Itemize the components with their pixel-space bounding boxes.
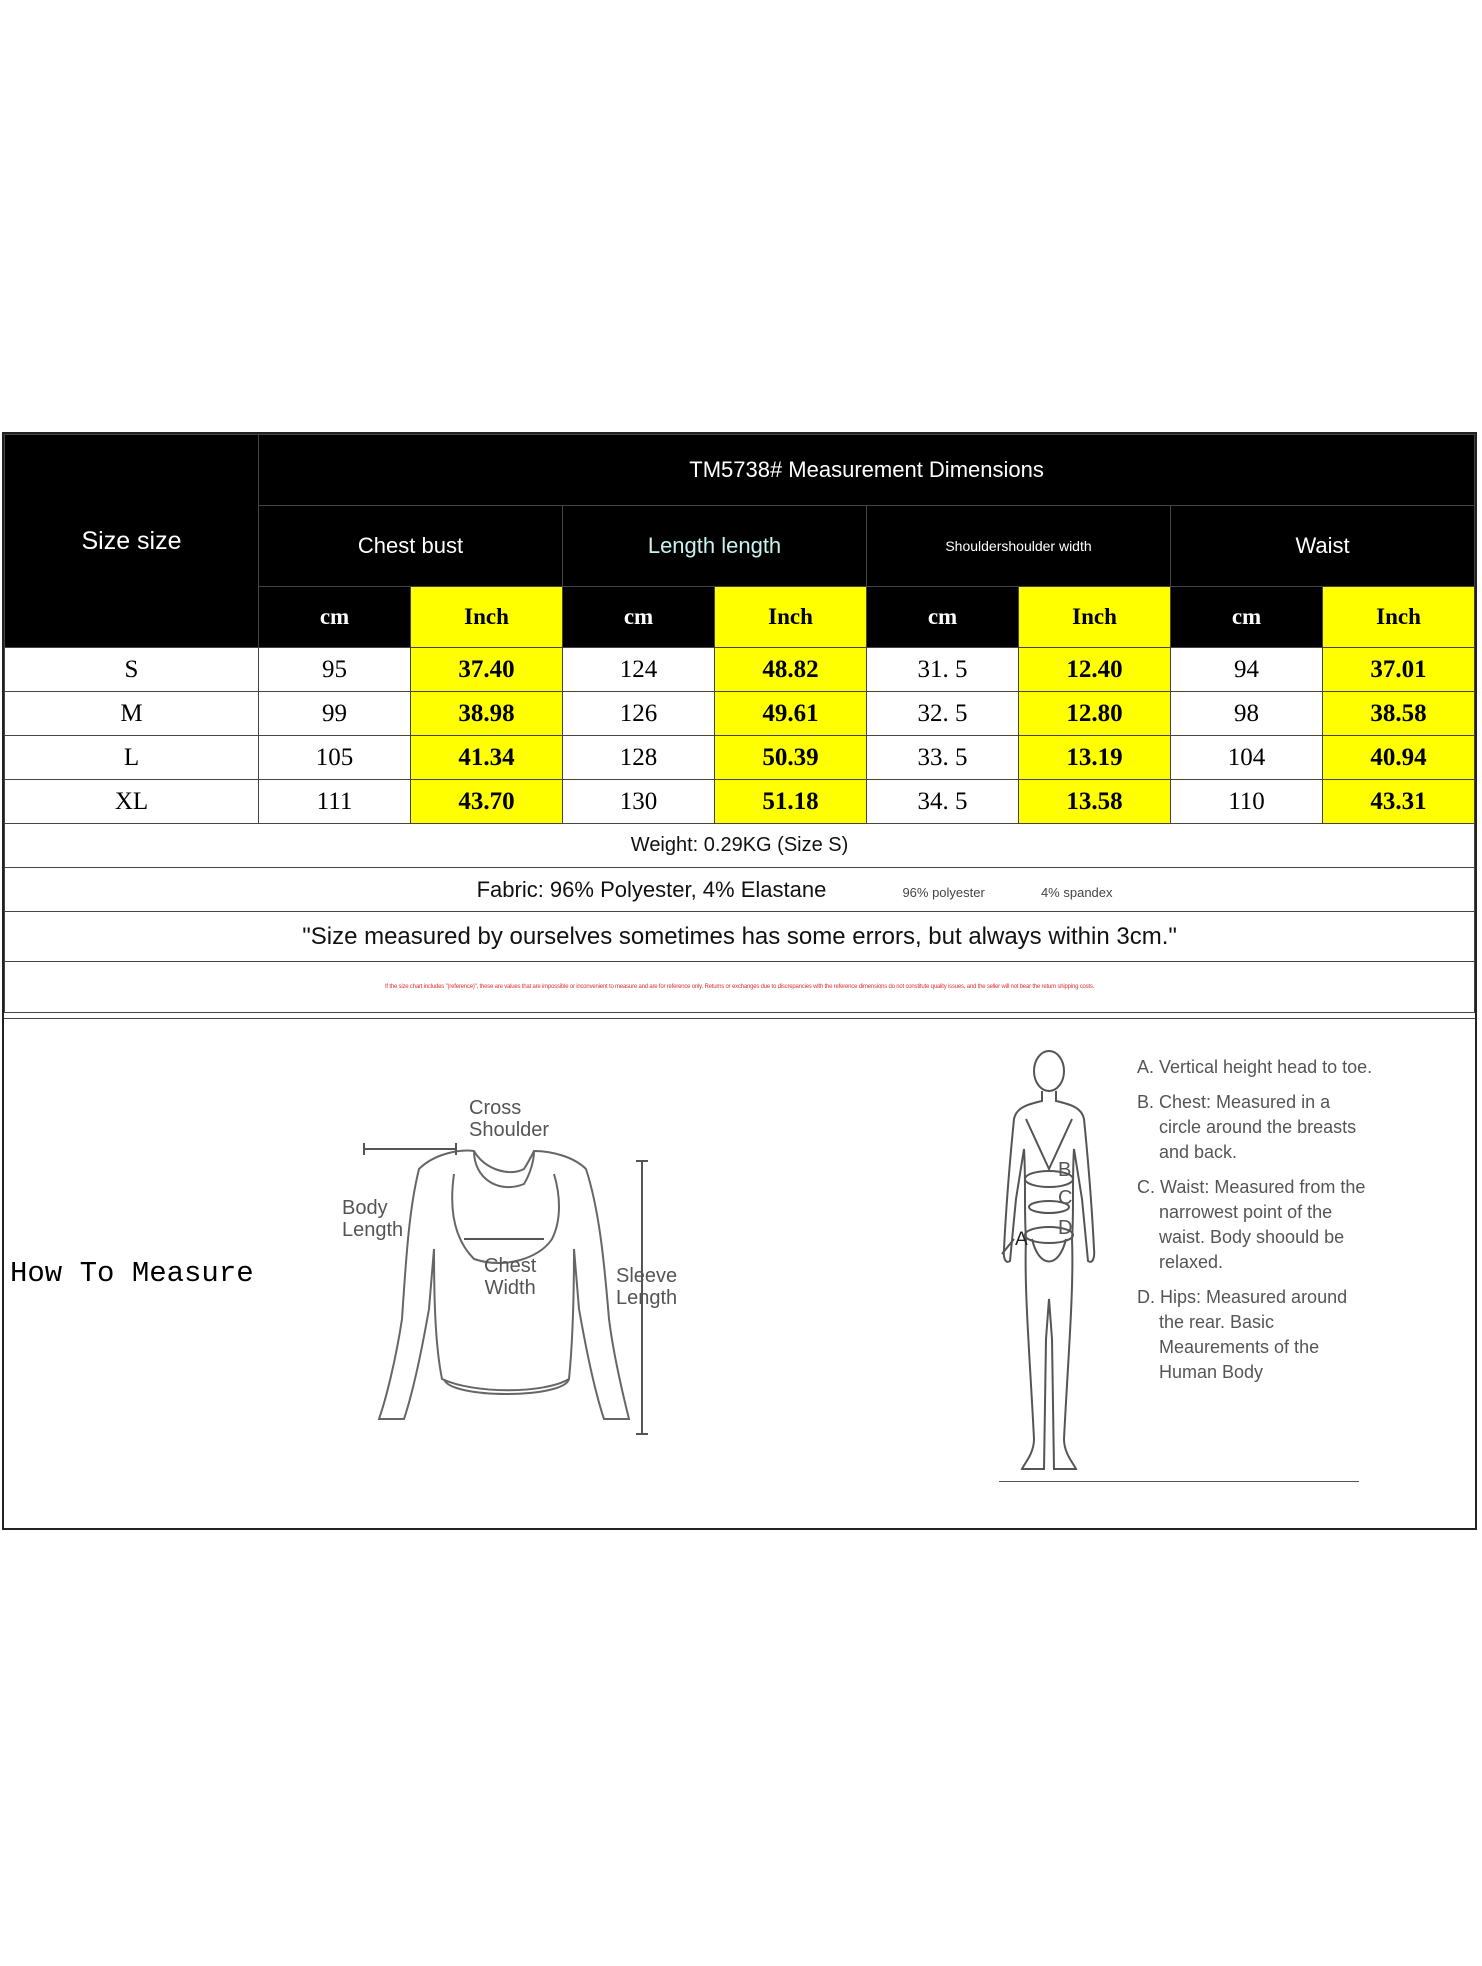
fabric-tag-spandex: 4% spandex (1040, 884, 1113, 900)
waist-cm-cell: 110 (1171, 780, 1323, 824)
cross-shoulder-label: Cross (469, 1097, 522, 1119)
sleeve-length-label: Sleeve (616, 1265, 678, 1287)
legend-item-hips: D. Hips: Measured around the rear. Basic Meaurements of the Human Body (1137, 1287, 1348, 1382)
length-inch-cell: 48.82 (715, 648, 867, 692)
chest-inch-cell: 37.40 (411, 648, 563, 692)
figure-label-d: D (1058, 1217, 1073, 1239)
weight-text: Weight: 0.29KG (Size S) (5, 824, 1475, 868)
chest-inch-cell: 38.98 (411, 692, 563, 736)
shoulder-inch-cell: 13.58 (1019, 780, 1171, 824)
legend-item-waist: C. Waist: Measured from the narrowest point of the waist. Body shoould be relaxed. (1137, 1177, 1366, 1272)
waist-cm-cell: 104 (1171, 736, 1323, 780)
how-to-measure-section (4, 1018, 1475, 1529)
waist-inch-cell: 40.94 (1323, 736, 1475, 780)
how-to-measure-title: How To Measure (10, 1257, 254, 1290)
table-row (5, 692, 1475, 736)
chest-width-label: Width (484, 1277, 536, 1299)
shoulder-cm-cell: 31. 5 (867, 648, 1019, 692)
length-inch-cell: 51.18 (715, 780, 867, 824)
unit-cm: cm (563, 587, 715, 648)
fabric-tag-polyester: 96% polyester (902, 884, 985, 900)
unit-inch: Inch (1019, 587, 1171, 648)
size-header: Size size (5, 435, 259, 648)
chest-width-label: Chest (484, 1255, 537, 1277)
length-cm-cell: 126 (563, 692, 715, 736)
legend-item-height: A. Vertical height head to toe. (1137, 1057, 1373, 1077)
waist-inch-cell: 43.31 (1323, 780, 1475, 824)
unit-inch: Inch (1323, 587, 1475, 648)
body-measure-figure (994, 1039, 1104, 1489)
figure-label-c: C (1058, 1187, 1073, 1209)
unit-inch: Inch (715, 587, 867, 648)
size-cell: L (5, 736, 259, 780)
shoulder-cm-cell: 34. 5 (867, 780, 1019, 824)
human-figure-icon (1002, 1051, 1094, 1469)
group-header-shoulder: Shouldershoulder width (867, 506, 1171, 587)
chest-cm-cell: 111 (259, 780, 411, 824)
fabric-text: Fabric: 96% Polyester, 4% Elastane (476, 876, 827, 902)
chest-cm-cell: 105 (259, 736, 411, 780)
waist-inch-cell: 37.01 (1323, 648, 1475, 692)
shoulder-inch-cell: 12.40 (1019, 648, 1171, 692)
table-title: TM5738# Measurement Dimensions (259, 435, 1475, 506)
table-row (5, 780, 1475, 824)
waist-cm-cell: 98 (1171, 692, 1323, 736)
length-cm-cell: 128 (563, 736, 715, 780)
disclaimer-text: If the size chart includes "(reference)", these are values that are impossible or inconvenient to measure and are for reference only. Returns or exchanges due to discrepancies with the reference dimensions do not constitute quality issues, and the seller will not bear the return shipping costs. (5, 962, 1475, 1013)
legend-underline (999, 1481, 1359, 1482)
length-inch-cell: 50.39 (715, 736, 867, 780)
unit-cm: cm (867, 587, 1019, 648)
chest-cm-cell: 99 (259, 692, 411, 736)
length-cm-cell: 130 (563, 780, 715, 824)
size-cell: S (5, 648, 259, 692)
shoulder-cm-cell: 33. 5 (867, 736, 1019, 780)
cross-shoulder-arrow-icon (364, 1143, 456, 1155)
table-row (5, 736, 1475, 780)
chest-inch-cell: 43.70 (411, 780, 563, 824)
chest-inch-cell: 41.34 (411, 736, 563, 780)
body-length-label: Length (342, 1219, 404, 1241)
legend-item-chest: B. Chest: Measured in a circle around the breasts and back. (1137, 1092, 1357, 1162)
size-cell: XL (5, 780, 259, 824)
group-header-length: Length length (563, 506, 867, 587)
measure-legend (1137, 1055, 1377, 1395)
unit-cm: cm (259, 587, 411, 648)
chest-cm-cell: 95 (259, 648, 411, 692)
waist-inch-cell: 38.58 (1323, 692, 1475, 736)
unit-cm: cm (1171, 587, 1323, 648)
size-table (4, 434, 1475, 1013)
shoulder-cm-cell: 32. 5 (867, 692, 1019, 736)
length-inch-cell: 49.61 (715, 692, 867, 736)
size-chart (2, 432, 1477, 1530)
unit-inch: Inch (411, 587, 563, 648)
group-header-chest: Chest bust (259, 506, 563, 587)
figure-label-a: A (1015, 1229, 1028, 1250)
measurement-note: "Size measured by ourselves sometimes has some errors, but always within 3cm." (5, 912, 1475, 962)
shoulder-inch-cell: 13.19 (1019, 736, 1171, 780)
table-row (5, 648, 1475, 692)
group-header-waist: Waist (1171, 506, 1475, 587)
length-cm-cell: 124 (563, 648, 715, 692)
sleeve-length-label: Length (616, 1287, 678, 1309)
fabric-row (5, 868, 1475, 912)
waist-cm-cell: 94 (1171, 648, 1323, 692)
figure-label-b: B (1058, 1159, 1072, 1181)
size-cell: M (5, 692, 259, 736)
body-length-label: Body (342, 1197, 388, 1219)
shoulder-inch-cell: 12.80 (1019, 692, 1171, 736)
cross-shoulder-label: Shoulder (469, 1119, 550, 1141)
